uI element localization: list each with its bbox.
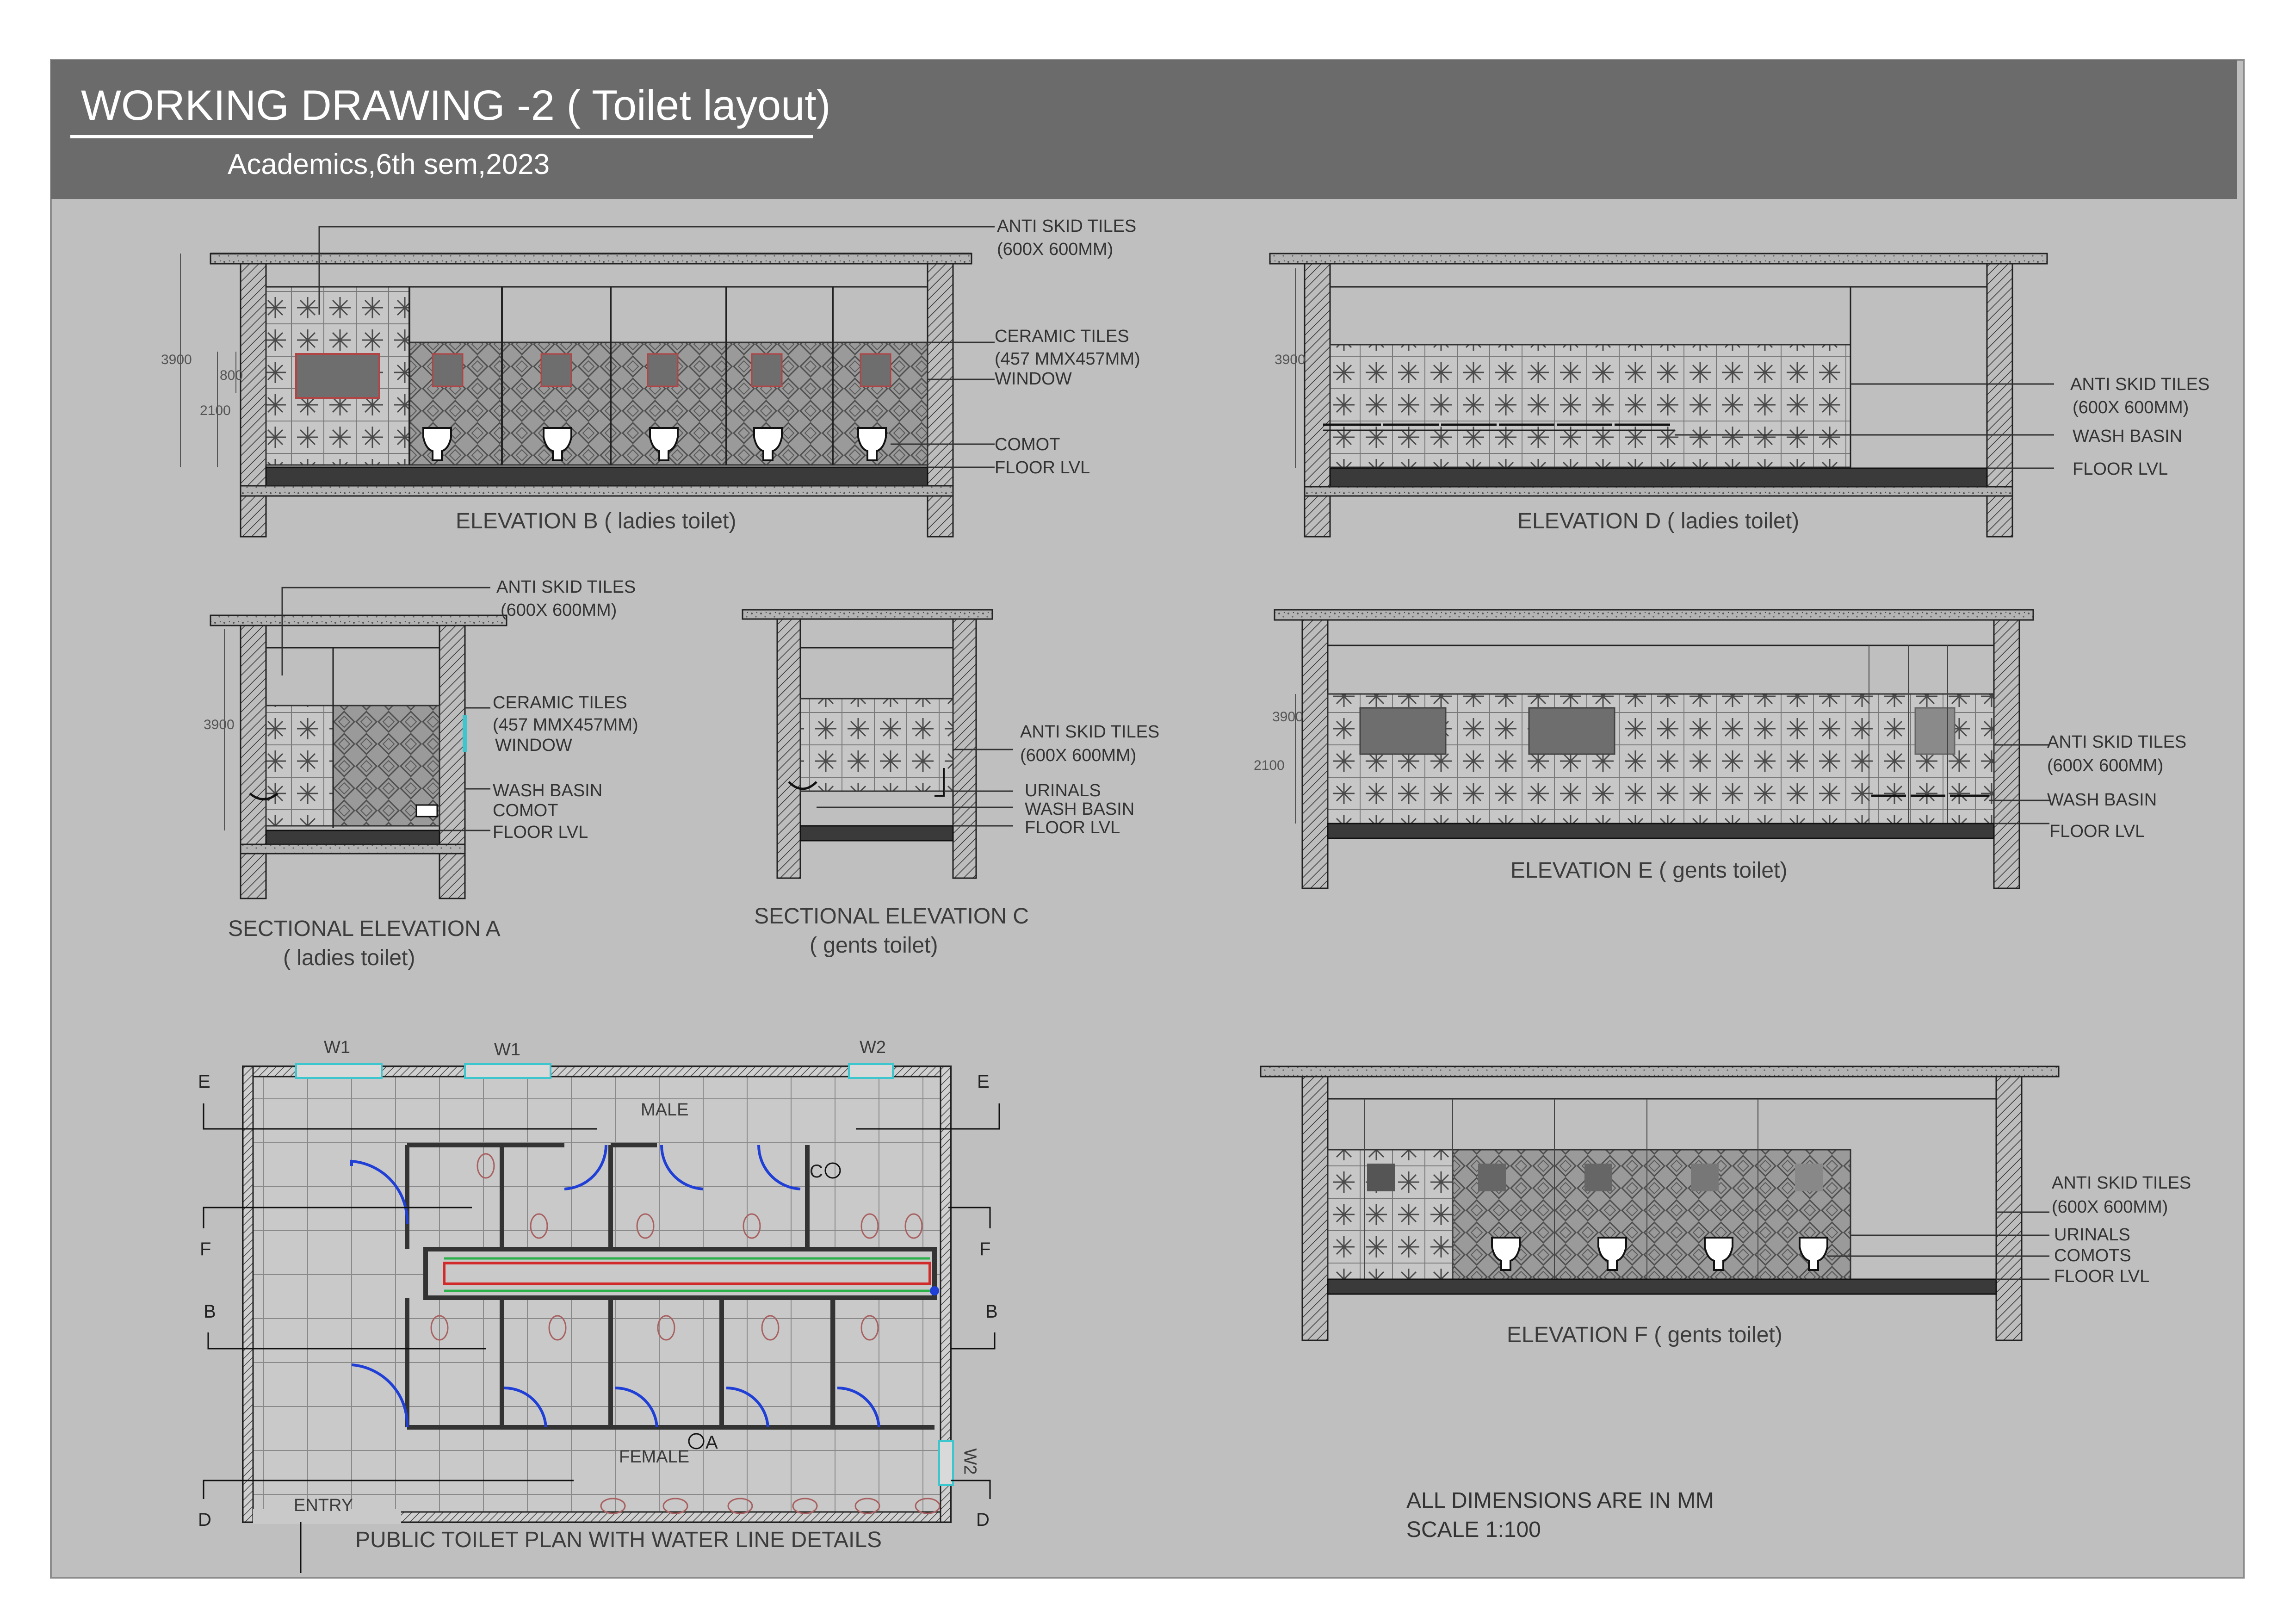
section-mark-e: E <box>977 1072 990 1092</box>
callout-wash-basin: WASH BASIN <box>2073 427 2183 446</box>
elevation-e-caption: ELEVATION E ( gents toilet) <box>1510 858 1788 883</box>
callout-anti-skid: ANTI SKID TILES <box>2052 1173 2191 1193</box>
ceramic-wall-tiles <box>1330 345 1850 467</box>
callout-comot: COMOT <box>995 435 1060 454</box>
callout-anti-skid: ANTI SKID TILES <box>496 577 636 597</box>
window <box>296 354 379 398</box>
section-mark-b: B <box>204 1301 216 1322</box>
callout-anti-skid-size: (600X 600MM) <box>501 601 617 620</box>
callout-anti-skid-size: (600X 600MM) <box>2052 1197 2168 1217</box>
floor-slab <box>266 467 928 486</box>
section-mark-d: D <box>976 1510 990 1530</box>
window-tag-w2: W2 <box>960 1448 980 1475</box>
callout-comot: COMOT <box>493 801 558 820</box>
callout-floor-lvl: FLOOR LVL <box>2054 1267 2150 1286</box>
dim-3900: 3900 <box>1272 709 1303 725</box>
elevation-f-caption: ELEVATION F ( gents toilet) <box>1507 1323 1782 1347</box>
window-tag-w1: W1 <box>494 1040 520 1059</box>
sectional-a-subcaption: ( ladies toilet) <box>283 946 415 970</box>
callout-anti-skid-size: (600X 600MM) <box>1020 746 1137 765</box>
callout-wash-basin: WASH BASIN <box>1025 799 1135 819</box>
callout-anti-skid: ANTI SKID TILES <box>1020 722 1160 742</box>
callout-wash-basin: WASH BASIN <box>493 781 603 800</box>
callout-floor-lvl: FLOOR LVL <box>2073 459 2168 479</box>
callout-comots: COMOTS <box>2054 1246 2131 1265</box>
sectional-a-caption: SECTIONAL ELEVATION A <box>228 917 501 941</box>
section-mark-f: F <box>200 1239 211 1259</box>
callout-ceramic-size: (457 MMX457MM) <box>995 349 1140 369</box>
dim-2100: 2100 <box>1254 758 1285 773</box>
window <box>1529 708 1615 754</box>
section-mark-f: F <box>979 1239 991 1259</box>
room-label-male: MALE <box>641 1100 689 1120</box>
note-scale: SCALE 1:100 <box>1406 1518 1541 1542</box>
callout-floor-lvl: FLOOR LVL <box>995 458 1090 477</box>
dim-3900: 3900 <box>204 717 235 732</box>
section-mark-b: B <box>985 1301 998 1322</box>
room-label-entry: ENTRY <box>294 1496 353 1515</box>
elevation-b-caption: ELEVATION B ( ladies toilet) <box>456 509 736 533</box>
callout-wash-basin: WASH BASIN <box>2047 790 2157 810</box>
section-mark-e: E <box>198 1072 210 1092</box>
callout-anti-skid-size: (600X 600MM) <box>997 240 1114 259</box>
callout-ceramic: CERAMIC TILES <box>493 693 627 712</box>
callout-floor-lvl: FLOOR LVL <box>2049 822 2145 841</box>
dim-2100: 2100 <box>200 403 231 418</box>
callout-ceramic: CERAMIC TILES <box>995 327 1129 346</box>
dim-3900: 3900 <box>1275 352 1306 367</box>
room-label-female: FEMALE <box>619 1447 690 1467</box>
page-subtitle: Academics,6th sem,2023 <box>228 149 550 180</box>
callout-urinals: URINALS <box>2054 1225 2130 1245</box>
section-mark-a: A <box>706 1432 718 1453</box>
callout-ceramic-size: (457 MMX457MM) <box>493 715 638 735</box>
sectional-c-subcaption: ( gents toilet) <box>810 933 938 958</box>
callout-anti-skid: ANTI SKID TILES <box>2047 732 2187 752</box>
section-mark-d: D <box>198 1510 211 1530</box>
elevation-d-caption: ELEVATION D ( ladies toilet) <box>1517 509 1800 533</box>
title-underline <box>70 135 813 138</box>
dim-800: 800 <box>220 368 243 383</box>
dim-3900: 3900 <box>161 352 192 367</box>
note-dimensions: ALL DIMENSIONS ARE IN MM <box>1406 1488 1714 1513</box>
sectional-c-caption: SECTIONAL ELEVATION C <box>754 904 1029 929</box>
callout-anti-skid: ANTI SKID TILES <box>2070 375 2210 394</box>
callout-floor-lvl: FLOOR LVL <box>1025 818 1120 837</box>
window-tag-w2: W2 <box>860 1038 886 1057</box>
callout-urinals: URINALS <box>1025 781 1101 800</box>
callout-anti-skid-size: (600X 600MM) <box>2047 756 2164 775</box>
window-tag-w1: W1 <box>324 1038 350 1057</box>
window <box>1360 708 1446 754</box>
callout-window: WINDOW <box>495 736 572 755</box>
callout-window: WINDOW <box>995 369 1072 389</box>
page-title: WORKING DRAWING -2 ( Toilet layout) <box>81 82 831 129</box>
section-mark-c: C <box>810 1161 823 1182</box>
callout-anti-skid: ANTI SKID TILES <box>997 217 1137 236</box>
callout-floor-lvl: FLOOR LVL <box>493 823 588 842</box>
callout-anti-skid-size: (600X 600MM) <box>2073 398 2189 417</box>
plan-caption: PUBLIC TOILET PLAN WITH WATER LINE DETAILS <box>355 1528 882 1552</box>
